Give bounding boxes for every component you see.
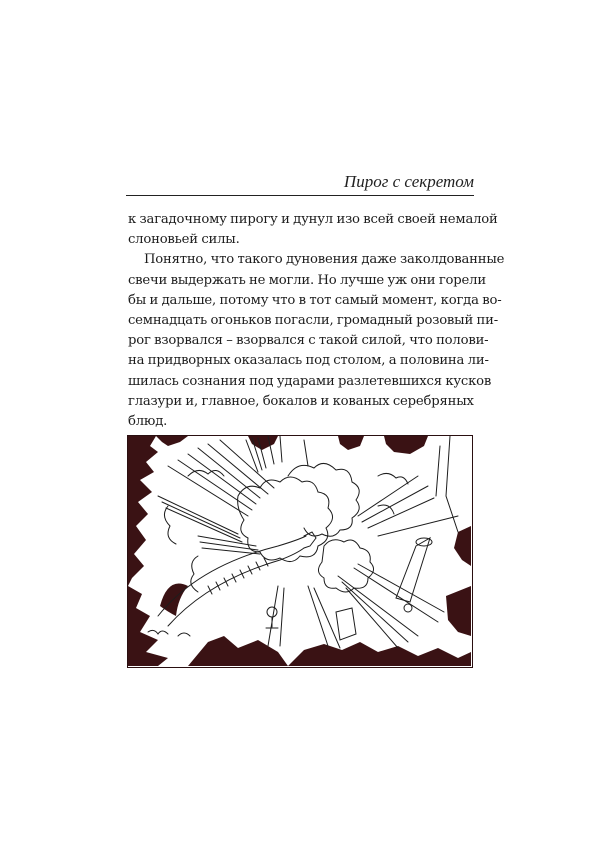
text-line: свечи выдержать не могли. Но лучше уж они горели: [128, 272, 486, 288]
header-rule: [126, 195, 474, 196]
explosion-illustration: [127, 435, 473, 668]
text-line: шилась сознания под ударами разлетевшихся кусков: [128, 373, 492, 389]
text-line: Понятно, что такого дуновения даже заколдованные: [144, 252, 505, 268]
text-line: слоновьей силы.: [128, 232, 240, 248]
text-line: рог взорвался – взорвался с такой силой, что полови-: [128, 333, 489, 349]
text-line: глазури и, главное, бокалов и кованых серебряных: [128, 393, 474, 409]
explosion-drawing: [128, 436, 471, 666]
text-line: бы и дальше, потому что в тот самый момент, когда во-: [128, 292, 502, 308]
text-line: к загадочному пирогу и дунул изо всей своей немалой: [128, 212, 498, 227]
running-head: Пирог с секретом: [343, 172, 474, 191]
text-line: семнадцать огоньков погасли, громадный розовый пи-: [128, 312, 498, 328]
text-line: блюд.: [128, 413, 168, 429]
body-text: [128, 210, 505, 432]
text-line: на придворных оказалась под столом, а половина ли-: [128, 353, 489, 369]
